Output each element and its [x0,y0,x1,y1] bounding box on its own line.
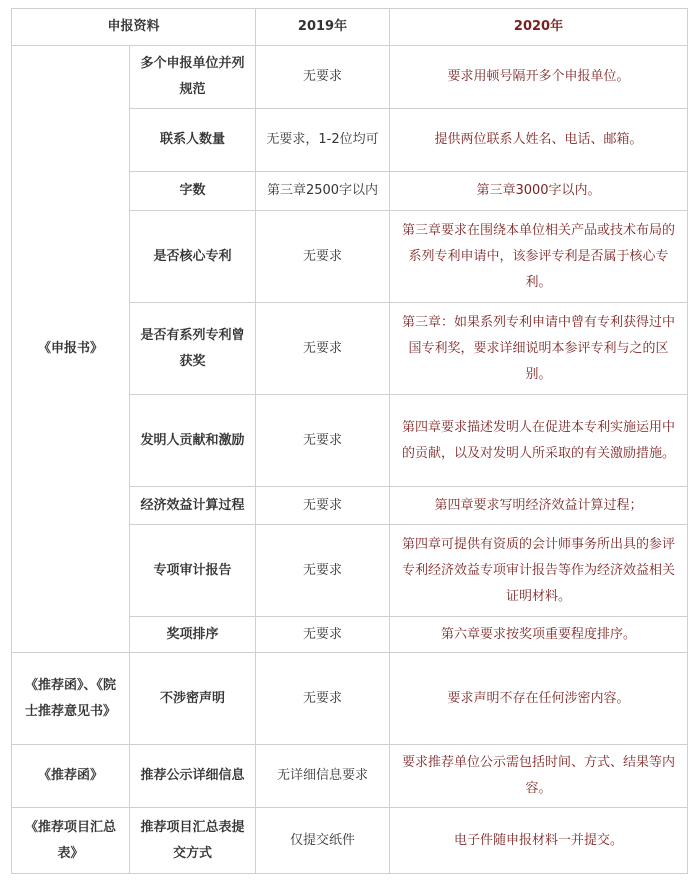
table-header-row [12,9,688,46]
item-cell: 是否核心专利 [130,211,256,303]
value-2020-cell: 第三章要求在围绕本单位相关产品或技术布局的系列专利申请中，该参评专利是否属于核心专利。 [390,211,688,303]
value-2019-cell: 无详细信息要求 [256,745,390,808]
table-row [12,653,688,745]
value-2020-cell: 要求用顿号隔开多个申报单位。 [390,46,688,109]
value-2020-cell: 提供两位联系人姓名、电话、邮箱。 [390,109,688,172]
value-2020-cell: 电子件随申报材料一并提交。 [390,808,688,874]
value-2019-cell: 无要求 [256,303,390,395]
header-2020: 2020年 [390,9,688,46]
table-row [12,46,688,109]
item-cell: 多个申报单位并列规范 [130,46,256,109]
value-2020-cell: 第六章要求按奖项重要程度排序。 [390,617,688,653]
item-cell: 奖项排序 [130,617,256,653]
value-2020-cell: 第三章：如果系列专利申请中曾有专利获得过中国专利奖，要求详细说明本参评专利与之的区别。 [390,303,688,395]
category-cell: 《推荐函》、《院士推荐意见书》 [12,653,130,745]
item-cell: 专项审计报告 [130,525,256,617]
item-cell: 经济效益计算过程 [130,487,256,525]
value-2020-cell: 要求推荐单位公示需包括时间、方式、结果等内容。 [390,745,688,808]
value-2019-cell: 无要求 [256,653,390,745]
item-cell: 推荐项目汇总表提交方式 [130,808,256,874]
value-2019-cell: 第三章2500字以内 [256,172,390,211]
value-2020-cell: 第四章要求描述发明人在促进本专利实施运用中的贡献，以及对发明人所采取的有关激励措施。 [390,395,688,487]
item-cell: 联系人数量 [130,109,256,172]
value-2019-cell: 无要求 [256,395,390,487]
category-cell: 《推荐函》 [12,745,130,808]
table-row [12,745,688,808]
value-2020-cell: 第四章可提供有资质的会计师事务所出具的参评专利经济效益专项审计报告等作为经济效益相关证明材料。 [390,525,688,617]
category-cell: 《申报书》 [12,46,130,653]
value-2019-cell: 仅提交纸件 [256,808,390,874]
value-2020-cell: 第四章要求写明经济效益计算过程； [390,487,688,525]
value-2019-cell: 无要求 [256,487,390,525]
item-cell: 发明人贡献和激励 [130,395,256,487]
item-cell: 推荐公示详细信息 [130,745,256,808]
value-2019-cell: 无要求，1-2位均可 [256,109,390,172]
header-2019: 2019年 [256,9,390,46]
item-cell: 字数 [130,172,256,211]
table-row [12,808,688,874]
header-materials: 申报资料 [12,9,256,46]
item-cell: 不涉密声明 [130,653,256,745]
value-2020-cell: 要求声明不存在任何涉密内容。 [390,653,688,745]
value-2019-cell: 无要求 [256,211,390,303]
category-cell: 《推荐项目汇总表》 [12,808,130,874]
value-2020-cell: 第三章3000字以内。 [390,172,688,211]
value-2019-cell: 无要求 [256,617,390,653]
item-cell: 是否有系列专利曾获奖 [130,303,256,395]
value-2019-cell: 无要求 [256,46,390,109]
comparison-table [11,8,688,874]
value-2019-cell: 无要求 [256,525,390,617]
